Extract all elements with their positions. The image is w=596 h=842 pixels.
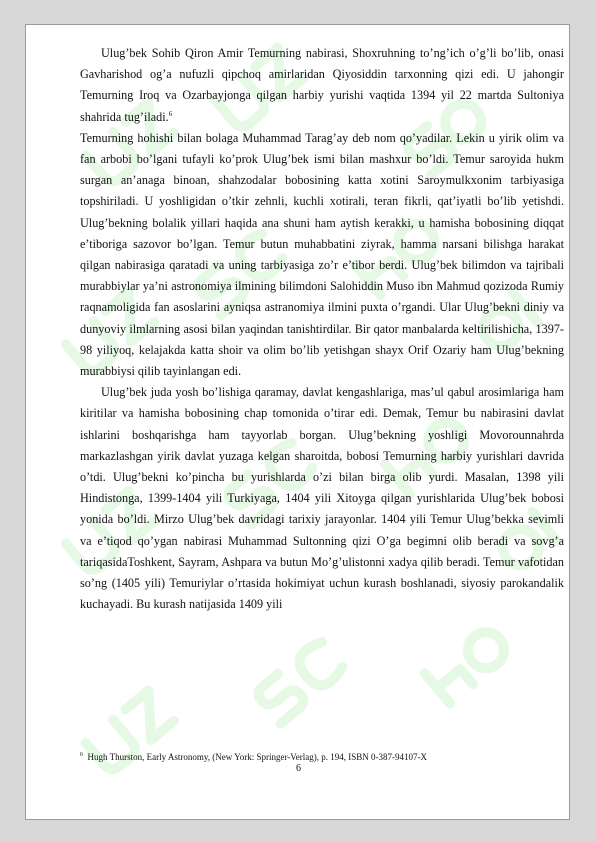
watermark-mark-13	[255, 639, 345, 723]
watermark-mark-14	[425, 622, 512, 704]
footnote-text: Hugh Thurston, Early Astronomy, (New York: Springer-Verlag), p. 194, ISBN 0-387-94107-X	[87, 752, 428, 762]
document-page	[25, 24, 570, 820]
paragraph-2	[80, 128, 564, 382]
footnote-number: 6	[80, 752, 83, 758]
paragraph-1	[80, 43, 564, 128]
page-number: 6	[296, 763, 301, 774]
footnote-reference[interactable]: 6	[168, 109, 173, 118]
body-text	[80, 43, 564, 615]
footnote	[80, 751, 560, 763]
paragraph-2-text: Temurning hohishi bilan bolaga Muhammad Tarag’ay deb nom qo’yadilar. Lekin u yirik olim va fan arbobi bo’lgani tufayli ko’prok Ulug’bek ismi bilan mashxur bo’ldi. Temur saroyida hukm surgan an’anaga binoan, shahzodalar bobosining katta xotini Saroymulkxonim tarbiyasiga topshiriladi. U yoshligidan o’tkir zehnli, kuchli xotirali, teran fikrli, qat’iyatli bo’lib yetishdi. Ulug’bekning bolalik yillari haqida ana shuni ham aytish kerakki, u hamisha bobosining diqqat e’tiboriga sazovor bo’lgan. Temur butun muhabbatini ziyrak, hamma narsani bilishga harakat qilgan nabirasiga qaratadi va uning tarbiyasiga zo’r e’tibor berdi. Ulug’bek bilimdon va tajribali murabbiylar ya’ni astronomiya ilmining bilimdoni Salohiddin Muso ibn Mahmud qozizoda Rumiy raqnamoligida fan asoslarini ayniqsa astranomiya ilmini puxta o’rgandi. Ular Ulug’bekni diniy va dunyoviy ilmlarning asosi bilan yaqindan tanishtirdilar. Bir qator manbalarda keltirilishicha, 1397-98 yiliyoq, kelajakda katta shoir va olim bo’lib yetishgan shayx Orif Ozariy ham Ulug’bekning murabbiysi qilib tayinlangan edi.	[80, 130, 564, 379]
paragraph-3-text: Ulug’bek juda yosh bo’lishiga qaramay, davlat kengashlariga, mas’ul qabul arosimlariga ham kiritilar va hamisha bobosining chap tomonida o’tirar edi. Demak, Temur bu nabirasini davlat ishlarini boshqarishga ham tayyorlab borgan. Ulug’bekning yoshligi Movorounnahrda markazlashgan yirik davlat yuzaga kelgan sharoitda, bobosi Temurning harbiy yurishlari davrida o’tdi. Ulug’bekni ko’pincha bu yurishlarda o’zi bilan birga olib yurdi. Masalan, 1398 yili Hindistonga, 1399-1404 yili Turkiyaga, 1404 yili Xitoyga qilgan yurishlarida Ulug’bek bobosi yonida bo’ldi. Mirzo Ulug’bek davridagi tarixiy jarayonlar. 1404 yili Temur Ulug’bekka sevimli va e’tiqod qo’ygan nabirasi Muhammad Sultonning qizi O’ga begimni olib beradi va sovg’a tariqasidaToshkent, Sayram, Ashpara va butun Mo’g’ulistonni xadya qilib beradi. Temur vafotidan so’ng (1405 yili) Temuriylar o’rtasida hokimiyat uchun kurash boshlanadi, siyosiy parokandalik kuchayadi. Bu kurash natijasida 1409 yili	[80, 385, 564, 612]
paragraph-1-text: Ulug’bek Sohib Qiron Amir Temurning nabirasi, Shoxruhning to’ng’ich o’g’li bo’lib, onasi Gavharishod og’a nufuzli qipchoq amirlaridan Qiyosiddin tarxonning qizi edi. U jahongir Temurning Iroq va Ozarbayjonga qilgan harbiy yurishi vaqtida 1394 yil 22 martda Sultoniya shahrida tug’iladi.	[80, 46, 564, 124]
paragraph-3	[80, 382, 564, 615]
